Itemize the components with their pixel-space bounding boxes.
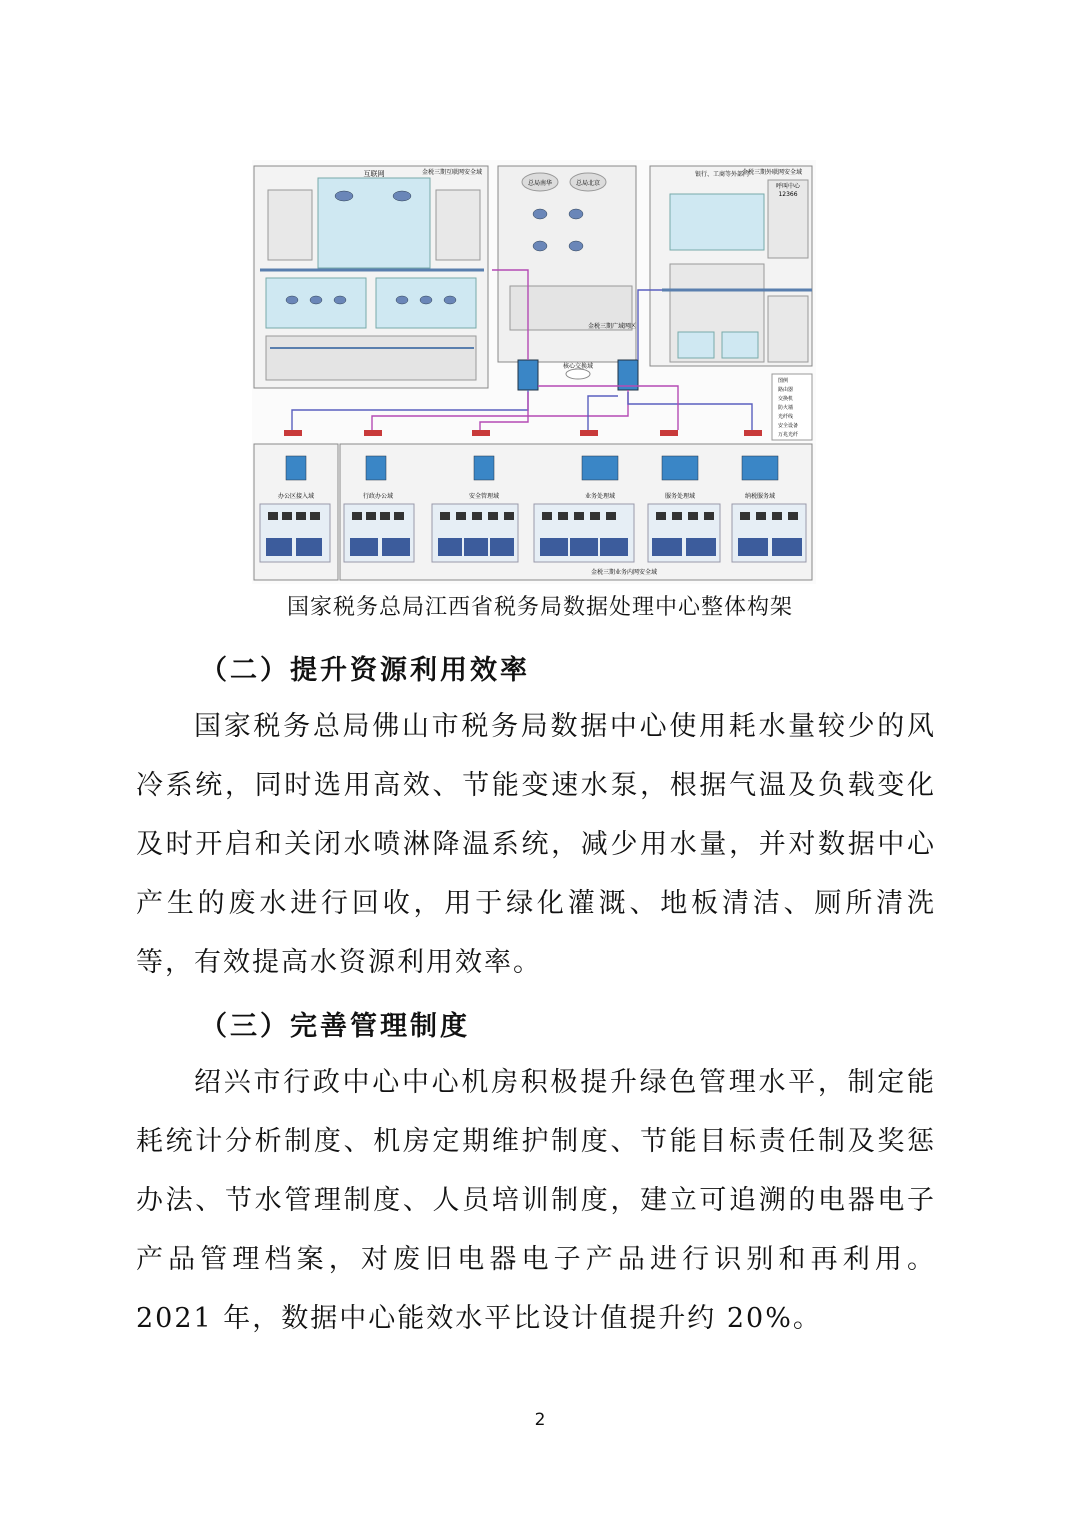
figure-caption: 国家税务总局江西省税务局数据处理中心整体构架	[286, 595, 793, 620]
core-link	[566, 369, 590, 379]
section2-body: 国家税务总局佛山市税务局数据中心使用耗水量较少的风冷系统，同时选用高效、节能变速水泵，根据气温及负载变化及时开启和关闭水喷淋降温系统，减少用水量，并对数据中心产生的废水进行回收，用于绿化灌溉、地板清洁、厕所清洗等，有效提高水资源利用效率。	[136, 711, 936, 978]
core-switch-label: 核心交换域	[562, 363, 594, 370]
hq-beijing-label: 总局北京	[575, 180, 601, 187]
section3-body: 绍兴市行政中心中心机房积极提升绿色管理水平，制定能耗统计分析制度、机房定期维护制度、节能目标责任制及奖惩办法、节水管理制度、人员培训制度，建立可追溯的电器电子产品管理档案，对废旧电器电子产品进行识别和再利用。2021 年，数据中心能效水平比设计值提升约 20%。	[136, 1067, 936, 1334]
section3-heading: （三）完善管理制度	[200, 1011, 470, 1042]
service-domain-label: 服务处理域	[664, 493, 696, 500]
legend-title: 图例	[778, 378, 789, 384]
ext-app-1	[678, 332, 714, 358]
hotline-domain-label: 纳税服务域	[744, 493, 776, 500]
hotline-box	[768, 296, 808, 362]
wan-zone-frame	[498, 166, 636, 362]
terminal-box	[436, 190, 480, 260]
legend-item: 安全设备	[778, 423, 799, 429]
call-center-label: 呼叫中心	[775, 183, 801, 190]
intranet-zone-label: 金税三期业务内网安全域	[590, 569, 658, 576]
business-domain-label: 业务处理域	[584, 493, 616, 500]
internet-tax-box	[266, 336, 476, 380]
firewall-icons	[284, 430, 762, 436]
bank-tax-label: 银行、工商等外部门	[694, 171, 750, 178]
network-diagram-svg	[252, 160, 816, 584]
legend-item: 万兆光纤	[778, 432, 799, 438]
hotline-label: 12366	[778, 191, 798, 198]
internet-zone-label: 金税三期互联网安全域	[421, 169, 483, 176]
security-box	[268, 190, 312, 260]
security-domain-label: 安全管理域	[468, 493, 500, 500]
legend-item: 防火墙	[778, 405, 794, 411]
internet-core-box	[318, 178, 430, 268]
section2-heading: （二）提升资源利用效率	[200, 655, 530, 686]
extranet-core-box	[670, 194, 764, 250]
internet-label: 互联网	[363, 170, 385, 178]
page-number: 2	[534, 1410, 546, 1430]
legend-item: 路由器	[778, 387, 794, 393]
core-switch-1	[518, 360, 538, 390]
architecture-diagram	[252, 160, 816, 584]
extranet-zone-label: 金税三期外联网安全域	[741, 169, 803, 176]
wan-zone-label: 金税三期广域网区	[587, 323, 637, 330]
office-access-label: 办公区接入域	[277, 493, 315, 500]
legend-item: 交换机	[778, 396, 794, 402]
legend-item: 光纤线	[778, 414, 794, 420]
ext-app-2	[722, 332, 758, 358]
admin-domain-label: 行政办公域	[362, 493, 394, 500]
hq-guangzhou-label: 总局南华	[527, 180, 553, 187]
